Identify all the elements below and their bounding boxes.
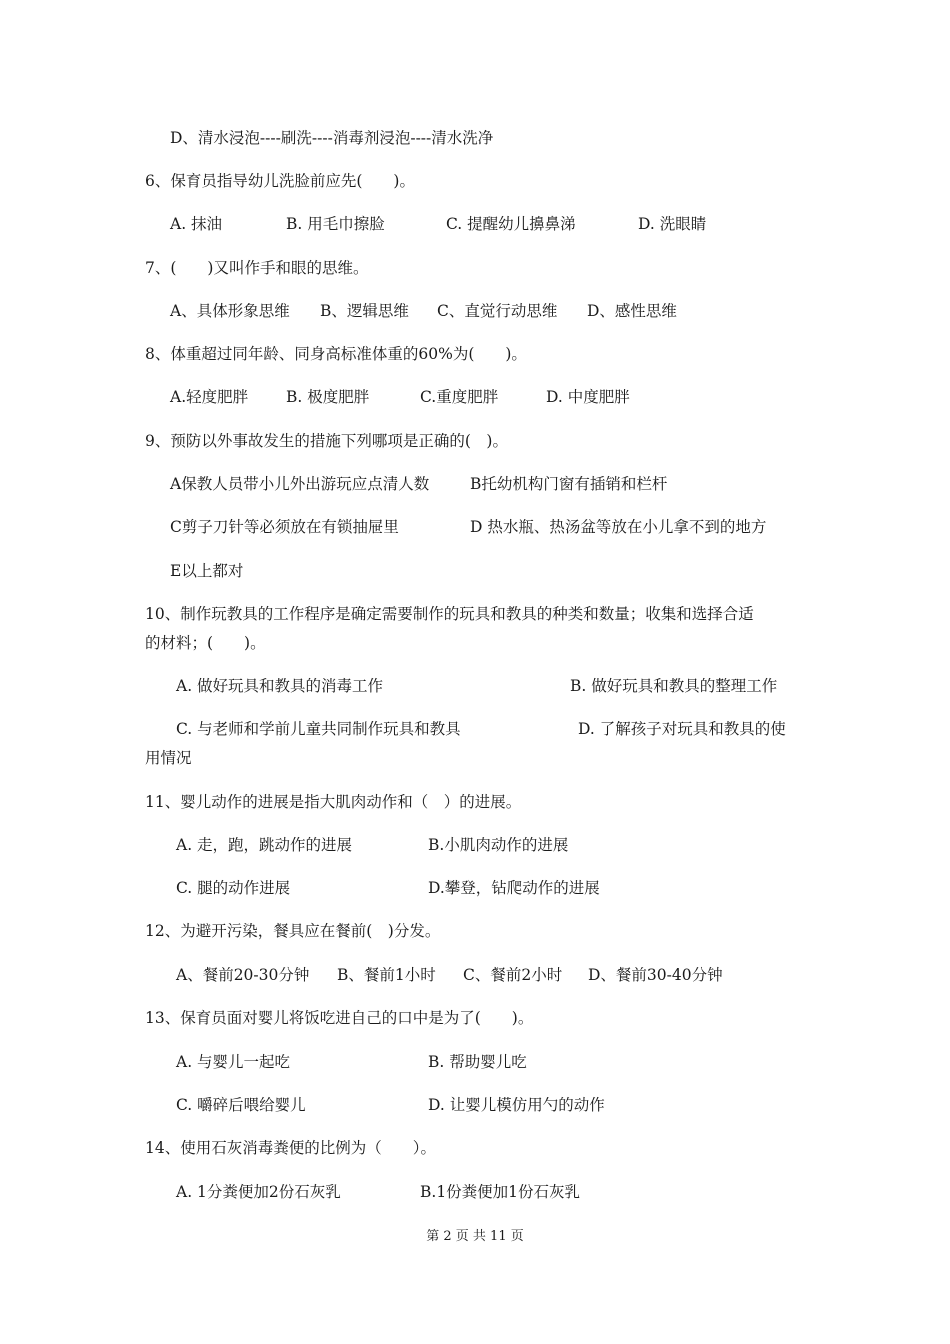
question-8: 8、体重超过同年龄、同身高标准体重的60%为( )。 [145,345,527,363]
q12-option-b: B、餐前1小时 [337,966,436,984]
q6-option-a: A. 抹油 [170,215,223,233]
q13-option-a: A. 与婴儿一起吃 [176,1053,291,1071]
question-12: 12、为避开污染，餐具应在餐前( )分发。 [145,922,441,940]
q6-option-c: C. 提醒幼儿擤鼻涕 [446,215,576,233]
q7-option-a: A、具体形象思维 [170,302,290,320]
q10-option-c: C. 与老师和学前儿童共同制作玩具和教具 [176,720,461,738]
q9-option-d: D 热水瓶、热汤盆等放在小儿拿不到的地方 [470,518,767,536]
q14-option-b: B.1份粪便加1份石灰乳 [420,1183,581,1201]
question-6: 6、保育员指导幼儿洗脸前应先( )。 [145,172,415,190]
q8-option-a: A.轻度肥胖 [170,388,249,406]
question-7: 7、( )又叫作手和眼的思维。 [145,259,369,277]
q8-option-d: D. 中度肥胖 [546,388,630,406]
q9-option-c: C剪子刀针等必须放在有锁抽屉里 [170,518,399,536]
q12-option-c: C、餐前2小时 [463,966,563,984]
q7-option-c: C、直觉行动思维 [437,302,558,320]
q11-option-c: C. 腿的动作进展 [176,879,291,897]
question-11: 11、婴儿动作的进展是指大肌肉动作和（ ）的进展。 [145,793,522,811]
q8-option-c: C.重度肥胖 [420,388,499,406]
page-footer: 第 2 页 共 11 页 [426,1229,524,1244]
q6-option-b: B. 用毛巾擦脸 [286,215,385,233]
q11-option-d: D.攀登，钻爬动作的进展 [428,879,600,897]
q13-option-d: D. 让婴儿模仿用勺的动作 [428,1096,605,1114]
q8-option-b: B. 极度肥胖 [286,388,370,406]
q9-option-a: A保教人员带小儿外出游玩应点清人数 [170,475,430,493]
q9-option-e: E以上都对 [170,562,244,580]
q13-option-c: C. 嚼碎后喂给婴儿 [176,1096,306,1114]
q12-option-d: D、餐前30-40分钟 [588,966,723,984]
q13-option-b: B. 帮助婴儿吃 [428,1053,527,1071]
q7-option-d: D、感性思维 [587,302,677,320]
q12-option-a: A、餐前20-30分钟 [176,966,310,984]
q7-option-b: B、逻辑思维 [320,302,409,320]
q9-option-b: B托幼机构门窗有插销和栏杆 [470,475,668,493]
q11-option-a: A. 走，跑，跳动作的进展 [176,836,353,854]
question-10-line-1: 10、制作玩教具的工作程序是确定需要制作的玩具和教具的种类和数量；收集和选择合适 [145,605,754,623]
q10-option-d: D. 了解孩子对玩具和教具的使 [578,720,786,738]
q5-option-d: D、清水浸泡----刷洗----消毒剂浸泡----清水洗净 [170,129,494,147]
question-13: 13、保育员面对婴儿将饭吃进自己的口中是为了( )。 [145,1009,534,1027]
q14-option-a: A. 1分粪便加2份石灰乳 [176,1183,341,1201]
q11-option-b: B.小肌肉动作的进展 [428,836,569,854]
question-9: 9、预防以外事故发生的措施下列哪项是正确的( )。 [145,432,508,450]
q10-option-b: B. 做好玩具和教具的整理工作 [570,677,778,695]
question-14: 14、使用石灰消毒粪便的比例为（ ）。 [145,1139,436,1157]
question-10-line-2: 的材料；( )。 [145,634,266,652]
q10-option-d-continued: 用情况 [145,749,192,767]
q6-option-d: D. 洗眼睛 [638,215,707,233]
q10-option-a: A. 做好玩具和教具的消毒工作 [176,677,384,695]
